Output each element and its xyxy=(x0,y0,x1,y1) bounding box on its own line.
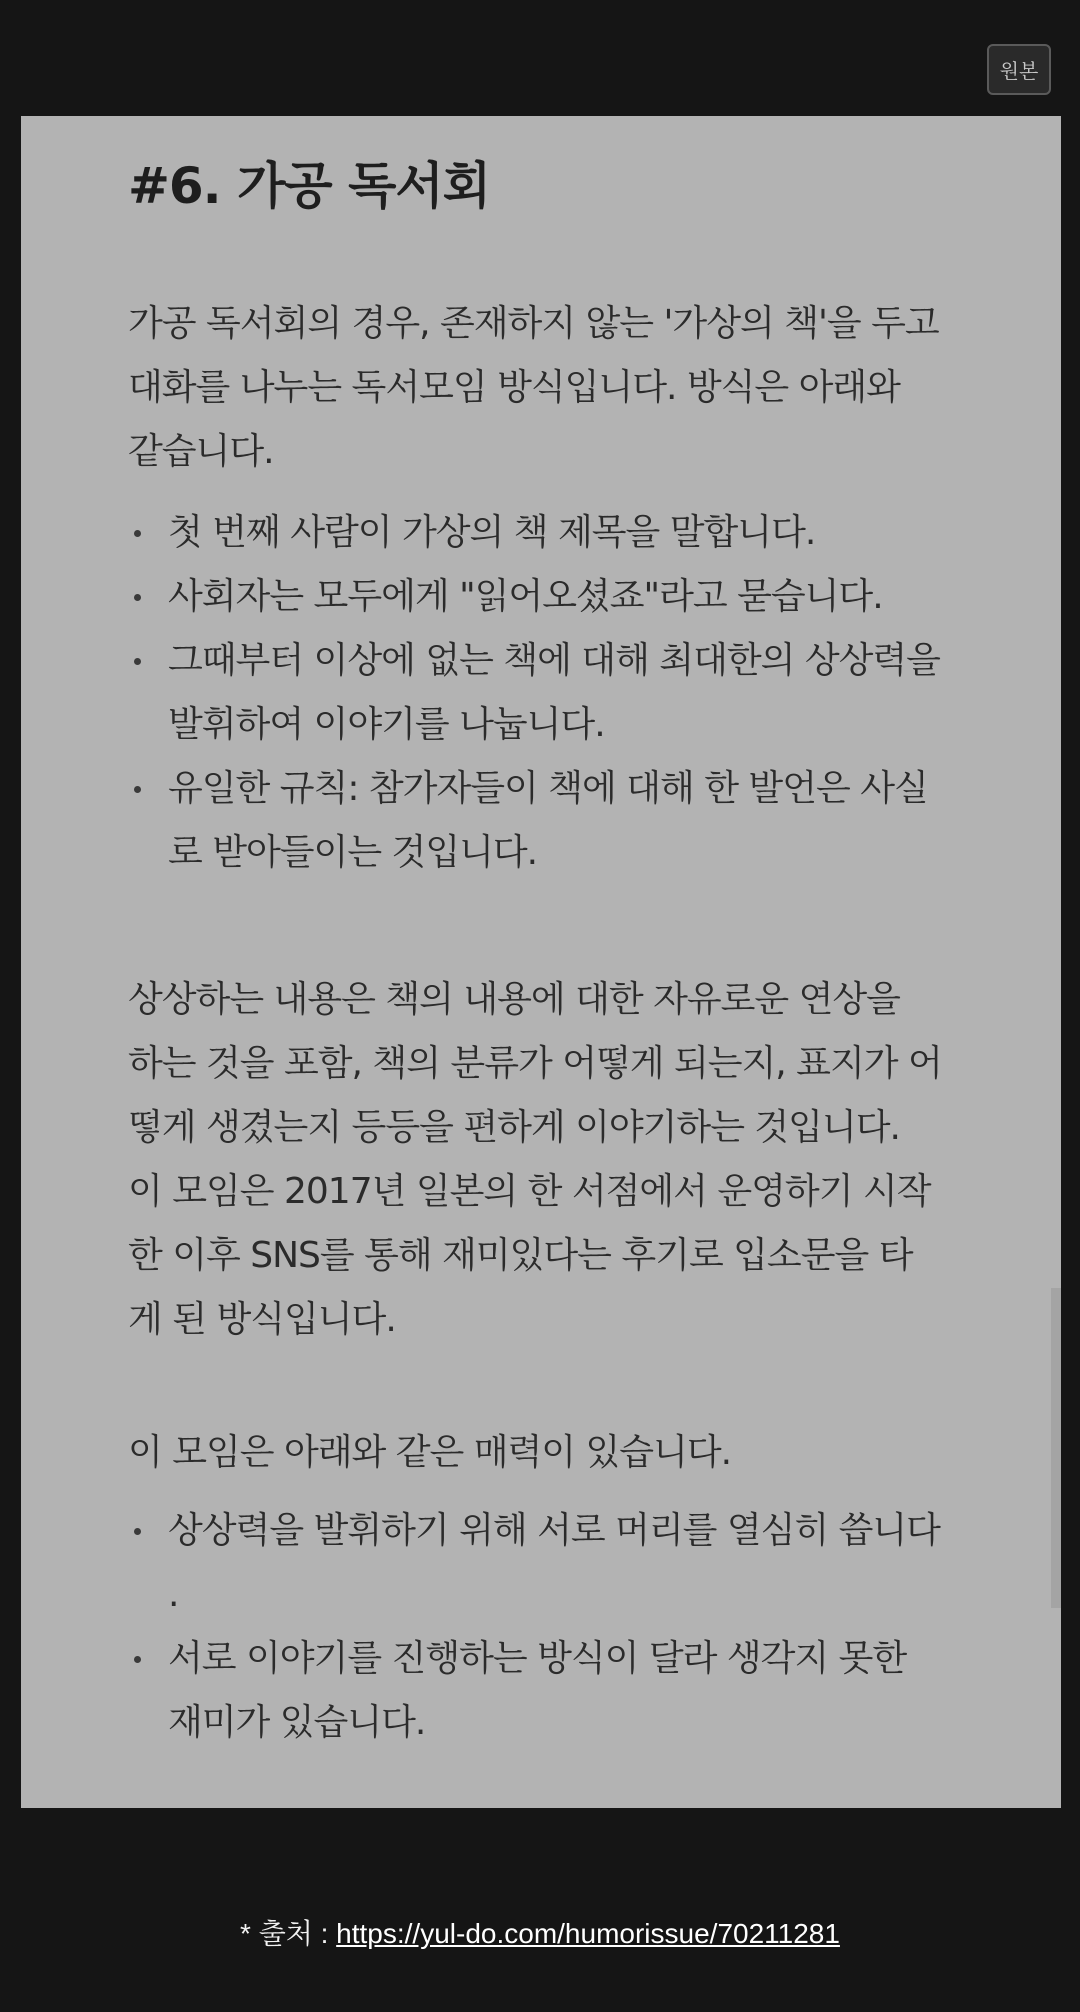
scrollbar-track xyxy=(1051,1288,1061,1608)
list-item-text: 로 받아들이는 것입니다. xyxy=(168,832,538,873)
bullet-dot-icon xyxy=(134,1656,141,1663)
bullet-dot-icon xyxy=(134,658,141,665)
list-item-text: 그때부터 이상에 없는 책에 대해 최대한의 상상력을 xyxy=(168,640,940,681)
list-item-text: 첫 번째 사람이 가상의 책 제목을 말합니다. xyxy=(168,512,816,553)
list-item xyxy=(128,501,968,565)
bullet-dot-icon xyxy=(134,530,141,537)
intro-line: 가공 독서회의 경우, 존재하지 않는 '가상의 책'을 두고 xyxy=(128,303,939,344)
intro-line: 같습니다. xyxy=(128,431,274,472)
source-label: * 출처 : xyxy=(240,1918,337,1949)
original-button[interactable]: 원본 xyxy=(987,44,1051,95)
list-item xyxy=(128,629,968,757)
list-item-text: . xyxy=(168,1574,179,1615)
list-item-text: 사회자는 모두에게 "읽어오셨죠"라고 묻습니다. xyxy=(168,576,883,617)
source-link[interactable]: https://yul-do.com/humorissue/70211281 xyxy=(336,1918,840,1949)
article-image xyxy=(21,116,1061,1808)
list-item xyxy=(128,565,968,629)
body-line: 상상하는 내용은 책의 내용에 대한 자유로운 연상을 xyxy=(128,979,900,1020)
bullet-dot-icon xyxy=(134,594,141,601)
list-item-text: 유일한 규칙: 참가자들이 책에 대해 한 발언은 사실 xyxy=(168,768,928,809)
body-paragraph xyxy=(128,968,968,1352)
intro-line: 대화를 나누는 독서모임 방식입니다. 방식은 아래와 xyxy=(128,367,900,408)
list-item-text: 발휘하여 이야기를 나눕니다. xyxy=(168,704,605,745)
body-line: 게 된 방식입니다. xyxy=(128,1299,396,1340)
list-item-text: 상상력을 발휘하기 위해 서로 머리를 열심히 씁니다 xyxy=(168,1510,940,1551)
intro-paragraph xyxy=(128,292,968,484)
appeal-intro-text: 이 모임은 아래와 같은 매력이 있습니다. xyxy=(128,1432,732,1473)
appeals-list xyxy=(128,1499,968,1755)
body-line: 한 이후 SNS를 통해 재미있다는 후기로 입소문을 타 xyxy=(128,1235,913,1276)
appeal-intro xyxy=(128,1421,968,1485)
list-item xyxy=(128,1499,968,1627)
list-item xyxy=(128,757,968,885)
body-line: 이 모임은 2017년 일본의 한 서점에서 운영하기 시작 xyxy=(128,1171,931,1212)
bullet-dot-icon xyxy=(134,786,141,793)
list-item-text: 서로 이야기를 진행하는 방식이 달라 생각지 못한 xyxy=(168,1638,907,1679)
list-item xyxy=(128,1627,968,1755)
article-heading: #6. 가공 독서회 xyxy=(128,157,490,215)
rules-list xyxy=(128,501,968,885)
source-footer xyxy=(0,1912,1080,1952)
list-item-text: 재미가 있습니다. xyxy=(168,1702,426,1743)
bullet-dot-icon xyxy=(134,1528,141,1535)
body-line: 떻게 생겼는지 등등을 편하게 이야기하는 것입니다. xyxy=(128,1107,900,1148)
body-line: 하는 것을 포함, 책의 분류가 어떻게 되는지, 표지가 어 xyxy=(128,1043,942,1084)
